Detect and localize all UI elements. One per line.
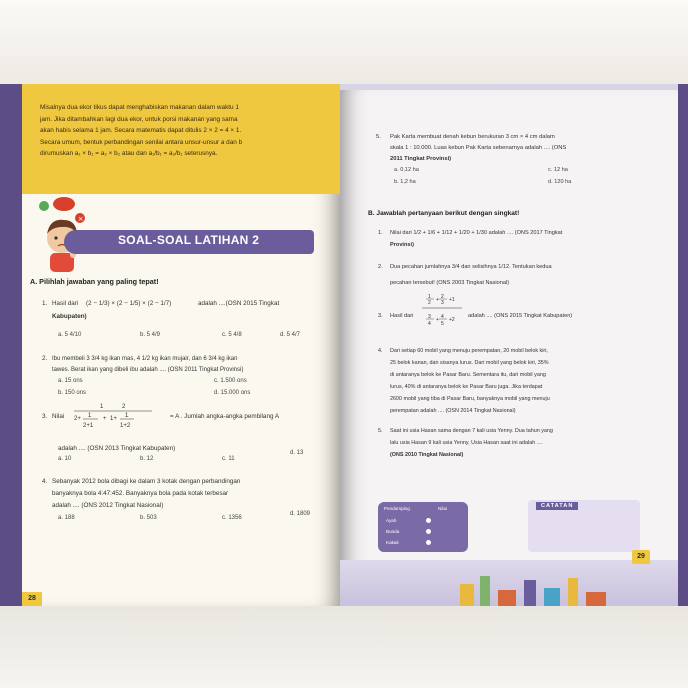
q4-text: Sebanyak 2012 bola dibagi ke dalam 3 kotak dengan perbandingan — [52, 478, 241, 485]
b2-text: Dua pecahan jumlahnya 3/4 dan selisihnya 1/12. Tentukan kedua — [390, 264, 552, 270]
svg-text:4: 4 — [441, 314, 444, 320]
b4-line: perempatan adalah .... (OSN 2014 Tingkat Nasional) — [390, 408, 516, 414]
q3-option-d: d. 13 — [290, 450, 304, 456]
b1-source: Provinsi) — [390, 242, 414, 248]
q1-source: Kabupaten) — [52, 313, 87, 320]
q4-number: 4. — [42, 478, 48, 485]
b3-text: adalah .... (ONS 2015 Tingkat Kabupaten) — [468, 313, 573, 319]
q5-option-c: c. 12 ha — [548, 167, 568, 173]
deco-block — [460, 584, 474, 606]
intro-paragraph — [40, 102, 330, 160]
q5-option-a: a. 0,12 ha — [394, 167, 419, 173]
left-page — [0, 84, 340, 606]
ayah-checkbox — [426, 518, 431, 523]
notes-heading: CATATAN — [536, 502, 578, 510]
open-book — [0, 84, 688, 608]
deco-block — [544, 588, 560, 606]
svg-text:+2: +2 — [449, 317, 455, 323]
q3-option-a: a. 10 — [58, 456, 72, 462]
intro-line: Secara umum, bentuk perbandingan senilai antara unsur-unsur a dan b — [40, 138, 243, 146]
section-b-heading: B. Jawablah pertanyaan berikut dengan singkat! — [368, 210, 520, 217]
q2-number: 2. — [42, 355, 48, 362]
b2-text: pecahan tersebut! (ONS 2003 Tingkat Nasional) — [390, 280, 510, 286]
q2-option-c: c. 1.500 ons — [214, 378, 247, 384]
pendamping-label: Pendamping — [384, 506, 410, 511]
b3-compound-fraction — [418, 292, 468, 338]
q1-expression: (2 − 1/3) × (2 − 1/5) × (2 − 1/7) — [86, 300, 172, 307]
q3-number: 3. — [42, 413, 48, 420]
b4-line: 2600 mobil yang tiba di Pasar Baru, banyaknya mobil yang menuju — [390, 396, 550, 402]
svg-text:1: 1 — [100, 404, 104, 410]
b4-number: 4. — [378, 348, 383, 354]
b4-line: 25 belok kanan, dan sisanya lurus. Dari mobil yang belok kiri, 35% — [390, 360, 549, 366]
page-edge-purple-right — [678, 84, 688, 606]
intro-line: akan habis selama 1 jam. Secara matematis dapat ditulis 2 × 2 = 4 × 1. — [40, 127, 242, 134]
q4-option-a: a. 188 — [58, 515, 75, 521]
b4-line: lurus, 40% di antaranya belok ke Pasar Baru juga. Jika terdapat — [390, 384, 543, 390]
deco-block — [498, 590, 516, 606]
svg-text:2+1: 2+1 — [83, 423, 94, 429]
svg-text:1+2: 1+2 — [120, 423, 131, 429]
q5-text: Pak Karta membuat denah kebun berukuran 3 cm × 4 cm dalam — [390, 134, 555, 140]
q1-option-d: d. 5 4/7 — [280, 332, 301, 338]
svg-text:+: + — [436, 317, 439, 323]
q1-text: adalah ....(OSN 2015 Tingkat — [198, 300, 280, 307]
intro-line: Misalnya dua ekor tikus dapat menghabiskan makanan dalam waktu 1 — [40, 104, 239, 111]
b1-number: 1. — [378, 230, 383, 236]
b5-line: lalu usia Hasan 9 kali usia Yenny. Usia Hasan saat ini adalah .... — [390, 440, 543, 446]
q4-option-c: c. 1356 — [222, 515, 242, 521]
intro-line: jam. Jika ditambahkan lagi dua ekor, untuk porsi makanan yang sama — [40, 115, 238, 123]
svg-text:1: 1 — [88, 413, 92, 419]
bunda-label: Bunda — [386, 529, 400, 534]
q4-text: banyaknya bola 4:47:452. Banyaknya bola pada kotak terbesar — [52, 490, 229, 497]
svg-text:2: 2 — [122, 404, 126, 410]
deco-block — [586, 592, 606, 606]
right-page — [340, 84, 688, 606]
svg-text:4: 4 — [428, 321, 431, 327]
page-number-left: 28 — [22, 592, 42, 606]
deco-block — [480, 576, 490, 606]
b3-text: Hasil dari — [390, 313, 414, 319]
q3-text: = A . Jumlah angka-angka pembilang A — [170, 413, 280, 420]
ayah-label: Ayah — [386, 518, 397, 523]
intro-line: dirumuskan a₁ × b₁ = a₂ × b₂ atau dan a₁/b₁ = a₂/b₁ seterusnya. — [40, 150, 218, 157]
svg-text:2: 2 — [428, 300, 431, 306]
banner-title: SOAL-SOAL LATIHAN 2 — [118, 233, 260, 247]
q5-option-b: b. 1,2 ha — [394, 179, 416, 185]
q2-option-b: b. 150 ons — [58, 390, 87, 396]
svg-text:×: × — [77, 215, 84, 223]
q5-source: 2011 Tingkat Provinsi) — [390, 156, 452, 162]
parent-signature-box — [378, 502, 468, 552]
deco-block — [568, 578, 578, 606]
deco-block — [524, 580, 536, 606]
b5-number: 5. — [378, 428, 383, 434]
background-top — [0, 0, 688, 84]
q1-text: Hasil dari — [52, 300, 79, 307]
b3-number: 3. — [378, 313, 383, 319]
svg-text:5: 5 — [441, 321, 444, 327]
b5-source: (ONS 2010 Tingkat Nasional) — [390, 452, 464, 458]
page-edge-purple — [0, 84, 22, 606]
nilai-label: Nilai — [438, 506, 447, 511]
bunda-checkbox — [426, 529, 431, 534]
decorative-footer-scene — [340, 560, 678, 606]
b4-line: Dari setiap 60 mobil yang menuju perempatan, 20 mobil belok kiri, — [390, 348, 548, 354]
b2-number: 2. — [378, 264, 383, 270]
svg-text:1: 1 — [428, 294, 431, 300]
q4-option-d: d. 1809 — [290, 511, 311, 517]
q3-option-c: c. 11 — [222, 456, 235, 462]
background-bottom — [0, 606, 688, 688]
section-a-heading: A. Pilihlah jawaban yang paling tepat! — [30, 277, 159, 286]
q3-option-b: b. 12 — [140, 456, 154, 462]
q5-text: skala 1 : 10.000. Luas kebun Pak Karta sebenarnya adalah .... (ONS — [390, 145, 567, 151]
svg-text:3: 3 — [428, 314, 431, 320]
q1-option-a: a. 5 4/10 — [58, 332, 82, 338]
svg-text:3: 3 — [441, 300, 444, 306]
q5-option-d: d. 120 ha — [548, 179, 572, 185]
q5-number: 5. — [376, 134, 381, 140]
q3-text: adalah .... (OSN 2013 Tingkat Kabupaten) — [58, 445, 176, 452]
top-band-right — [340, 84, 678, 90]
svg-text:+: + — [103, 416, 107, 422]
exercise-banner — [24, 228, 314, 256]
q2-text: Ibu membeli 3 3/4 kg ikan mas, 4 1/2 kg ikan mujair, dan 6 3/4 kg ikan — [52, 356, 238, 362]
b5-line: Saat ini usia Hasan sama dengan 7 kali usia Yenny. Dua tahun yang — [390, 428, 553, 434]
q2-option-d: d. 15.000 ons — [214, 390, 251, 396]
svg-text:1+: 1+ — [110, 416, 117, 422]
b4-line: di antaranya belok ke Pasar Baru. Sementara itu, dari mobil yang — [390, 372, 546, 378]
svg-text:2+: 2+ — [74, 416, 81, 422]
kakak-label: Kakak — [386, 540, 399, 545]
q3-text: Nilai — [52, 413, 65, 420]
q1-option-b: b. 5 4/9 — [140, 332, 161, 338]
q4-text: adalah .... (ONS 2012 Tingkat Nasional) — [52, 502, 164, 509]
q4-option-b: b. 503 — [140, 515, 157, 521]
svg-text:1: 1 — [125, 413, 129, 419]
svg-text:+: + — [436, 297, 439, 303]
q2-text: tawes. Berat ikan yang dibeli ibu adalah .... (OSN 2011 Tingkat Provinsi) — [52, 367, 244, 373]
q1-option-c: c. 5 4/8 — [222, 332, 242, 338]
b1-text: Nilai dari 1/2 + 1/6 + 1/12 + 1/20 + 1/30 adalah .... (ONS 2017 Tingkat — [390, 230, 563, 236]
q3-continued-fraction — [70, 400, 166, 436]
q2-option-a: a. 15 ons — [58, 378, 83, 384]
svg-text:2: 2 — [441, 294, 444, 300]
page-number-right: 29 — [632, 550, 650, 564]
kakak-checkbox — [426, 540, 431, 545]
svg-text:+1: +1 — [449, 297, 455, 303]
q1-number: 1. — [42, 300, 48, 307]
